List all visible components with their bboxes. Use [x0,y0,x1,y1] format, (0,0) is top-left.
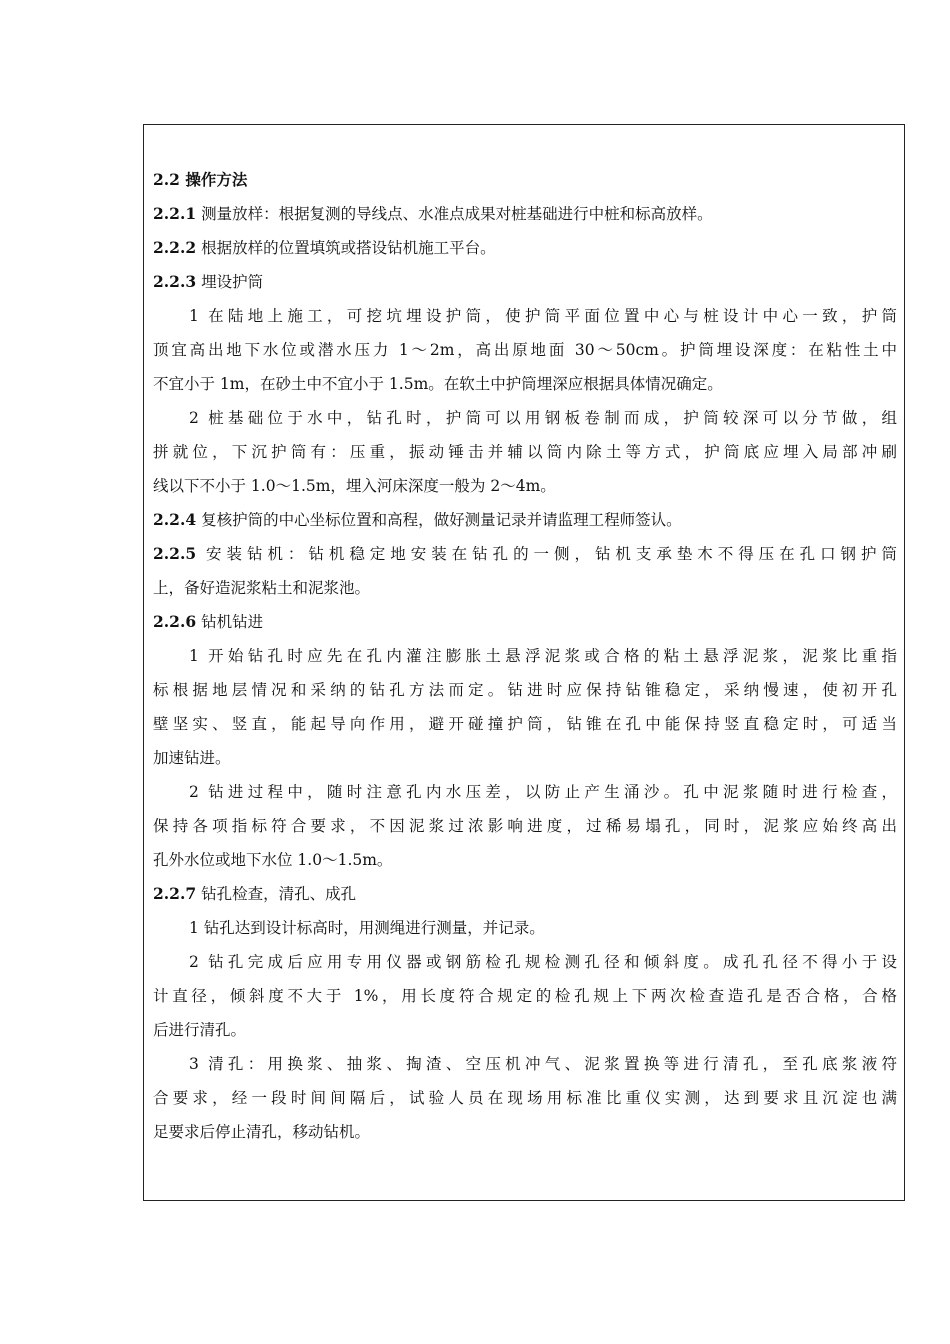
item-2-2-5 [153,537,897,571]
item-text: 复核护筒的中心坐标位置和高程，做好测量记录并请监理工程师签认。 [196,511,682,529]
item-number: 2.2.3 [153,272,197,291]
item-number: 2.2.6 [153,612,197,631]
item-number: 2.2.7 [153,884,197,903]
paragraph-line: 保持各项指标符合要求，不因泥浆过浓影响进度，过稀易塌孔，同时，泥浆应始终高出 [153,817,897,835]
paragraph-line: 2 钻孔完成后应用专用仪器或钢筋检孔规检测孔径和倾斜度。成孔孔径不得小于设 [189,953,897,971]
paragraph-line: 上，备好造泥浆粘土和泥浆池。 [153,579,371,597]
item-text: 钻机钻进 [196,613,264,631]
item-2-2-3 [153,265,897,299]
item-number: 2.2.5 [153,544,197,563]
item-2-2-1 [153,197,897,231]
item-2-2-7 [153,877,897,911]
paragraph-line: 计直径，倾斜度不大于 1%，用长度符合规定的检孔规上下两次检查造孔是否合格，合格 [153,987,897,1005]
paragraph-line: 1 钻孔达到设计标高时，用测绳进行测量，并记录。 [189,919,545,937]
paragraph-line: 1 开始钻孔时应先在孔内灌注膨胀土悬浮泥浆或合格的粘土悬浮泥浆，泥浆比重指 [189,647,897,665]
paragraph-line: 标根据地层情况和采纳的钻孔方法而定。钻进时应保持钻锥稳定，采纳慢速，使初开孔 [153,681,897,699]
paragraph-line: 不宜小于 1m，在砂土中不宜小于 1.5m。在软土中护筒埋深应根据具体情况确定。 [153,375,723,393]
paragraph-line: 线以下不小于 1.0～1.5m，埋入河床深度一般为 2～4m。 [153,477,556,495]
item-text: 根据放样的位置填筑或搭设钻机施工平台。 [196,239,496,257]
paragraph-line: 2 桩基础位于水中，钻孔时，护筒可以用钢板卷制而成，护筒较深可以分节做，组 [189,409,897,427]
item-2-2-4 [153,503,897,537]
item-number: 2.2.2 [153,238,197,257]
paragraph-line: 孔外水位或地下水位 1.0～1.5m。 [153,851,393,869]
item-text: 钻孔检查，清孔、成孔 [196,885,357,903]
item-2-2-6 [153,605,897,639]
section-heading: 2.2 操作方法 [153,170,248,189]
item-number: 2.2.4 [153,510,197,529]
item-text: 测量放样：根据复测的导线点、水准点成果对桩基础进行中桩和标高放样。 [196,205,713,223]
paragraph-line: 顶宜高出地下水位或潜水压力 1～2m，高出原地面 30～50cm。护筒埋设深度：在粘性土中 [153,341,897,359]
document-frame [143,124,905,1201]
item-number: 2.2.1 [153,204,197,223]
item-2-2-2 [153,231,897,265]
paragraph-line: 足要求后停止清孔，移动钻机。 [153,1123,371,1141]
paragraph-line: 3 清孔：用换浆、抽浆、掏渣、空压机冲气、泥浆置换等进行清孔，至孔底浆液符 [189,1055,897,1073]
paragraph-line: 加速钻进。 [153,749,231,767]
paragraph-line: 合要求，经一段时间间隔后，试验人员在现场用标准比重仪实测，达到要求且沉淀也满 [153,1089,897,1107]
paragraph-line: 1 在陆地上施工，可挖坑埋设护筒，使护筒平面位置中心与桩设计中心一致，护筒 [189,307,897,325]
paragraph-line: 壁坚实、竖直，能起导向作用，避开碰撞护筒，钻锥在孔中能保持竖直稳定时，可适当 [153,715,897,733]
item-text: 安装钻机：钻机稳定地安装在钻孔的一侧，钻机支承垫木不得压在孔口钢护筒 [196,545,897,563]
item-text: 埋设护筒 [196,273,264,291]
paragraph-line: 后进行清孔。 [153,1021,247,1039]
paragraph-line: 拼就位，下沉护筒有：压重，振动锤击并辅以筒内除土等方式，护筒底应埋入局部冲刷 [153,443,897,461]
paragraph-line: 2 钻进过程中，随时注意孔内水压差，以防止产生涌沙。孔中泥浆随时进行检查， [189,783,897,801]
document-body [153,163,897,1149]
